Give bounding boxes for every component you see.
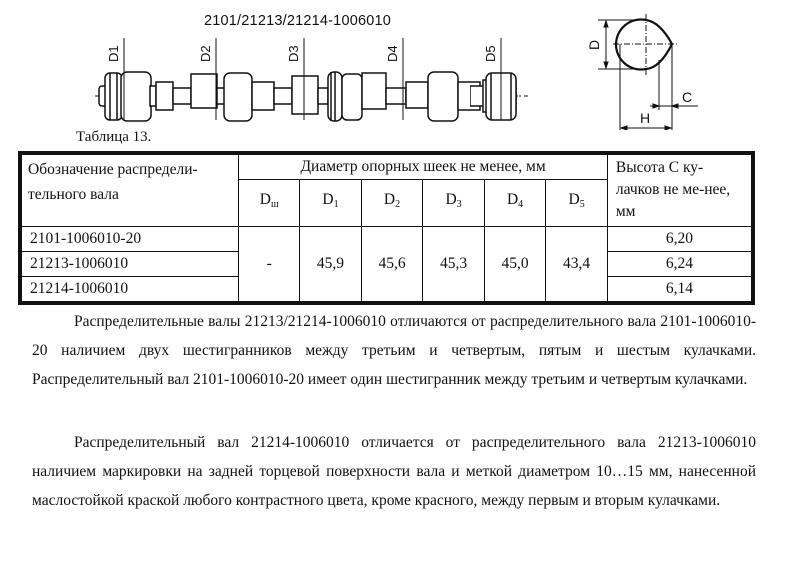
cell-height: 6,14 — [607, 277, 753, 304]
cell-height: 6,20 — [607, 227, 753, 252]
label-d1: D1 — [106, 45, 121, 62]
header-diameter-group: Диаметр опорных шеек не менее, мм — [239, 153, 608, 180]
header-d2 — [361, 180, 423, 227]
header-name: Обозначение распредели-тельного вала — [20, 153, 239, 227]
cell-height: 6,24 — [607, 252, 753, 277]
cell-d4: 45,0 — [484, 227, 546, 304]
spec-table — [18, 151, 755, 305]
header-d5 — [546, 180, 608, 227]
header-d-index: 4 — [518, 198, 524, 210]
table-row — [20, 227, 753, 252]
paragraph-1: Распределительные валы 21213/21214-1006010 отличаются от распределительного вала 2101-1006010-20 наличием двух шестигранников между третьим и четвертым, пятым и шестым кулачками. Распределительный вал 2101-1006010-20 имеет один шестигранник между третьим и четвертым кулачками. — [32, 313, 756, 388]
row-name: 21214-1006010 — [20, 277, 239, 304]
cell-d-sh: - — [239, 227, 300, 304]
table-caption: Таблица 13. — [76, 129, 152, 145]
header-d-index: 5 — [579, 198, 585, 210]
cam-label-d: D — [586, 39, 602, 50]
camshaft-end-drawing — [470, 30, 530, 125]
header-d1 — [300, 180, 362, 227]
cam-label-c: C — [682, 89, 693, 105]
paragraph-2: Распределительный вал 21214-1006010 отличается от распределительного вала 21213-1006010 наличием маркировки на задней торцевой поверхности вала и меткой диаметром 10…15 мм, нанесенной маслостойкой краской любого контрастного цвета, кроме красного, между первым и вторым кулачками. — [32, 434, 756, 509]
header-d-base: D — [322, 190, 334, 208]
label-d5: D5 — [483, 45, 498, 62]
header-d-base: D — [506, 190, 519, 208]
header-d-index: 2 — [395, 198, 401, 210]
figure-title: 2101/21213/21214-1006010 — [204, 13, 392, 29]
header-d4 — [484, 180, 546, 227]
header-d-base: D — [445, 190, 457, 208]
header-d3 — [423, 180, 485, 227]
cell-d2: 45,6 — [361, 227, 423, 304]
header-d-index: 1 — [333, 198, 339, 210]
header-d-base: D — [568, 190, 580, 208]
row-name: 21213-1006010 — [20, 252, 239, 277]
cell-d5: 43,4 — [546, 227, 608, 304]
header-cam-height: Высота С ку-лачков не ме-нее, мм — [607, 153, 753, 227]
camshaft-drawing — [90, 30, 520, 125]
row-name: 2101-1006010-20 — [20, 227, 239, 252]
label-d2: D2 — [198, 45, 213, 62]
cam-profile-drawing — [570, 10, 745, 130]
header-d-index: 3 — [456, 198, 462, 210]
cell-d1: 45,9 — [300, 227, 362, 304]
cam-label-h: H — [640, 110, 651, 126]
header-d-base: D — [383, 190, 396, 208]
label-d3: D3 — [286, 45, 301, 62]
label-d4: D4 — [385, 45, 400, 62]
cell-d3: 45,3 — [423, 227, 485, 304]
header-d-sh — [239, 180, 300, 227]
header-d-base: D — [259, 190, 271, 208]
header-d-index: ш — [270, 198, 279, 210]
